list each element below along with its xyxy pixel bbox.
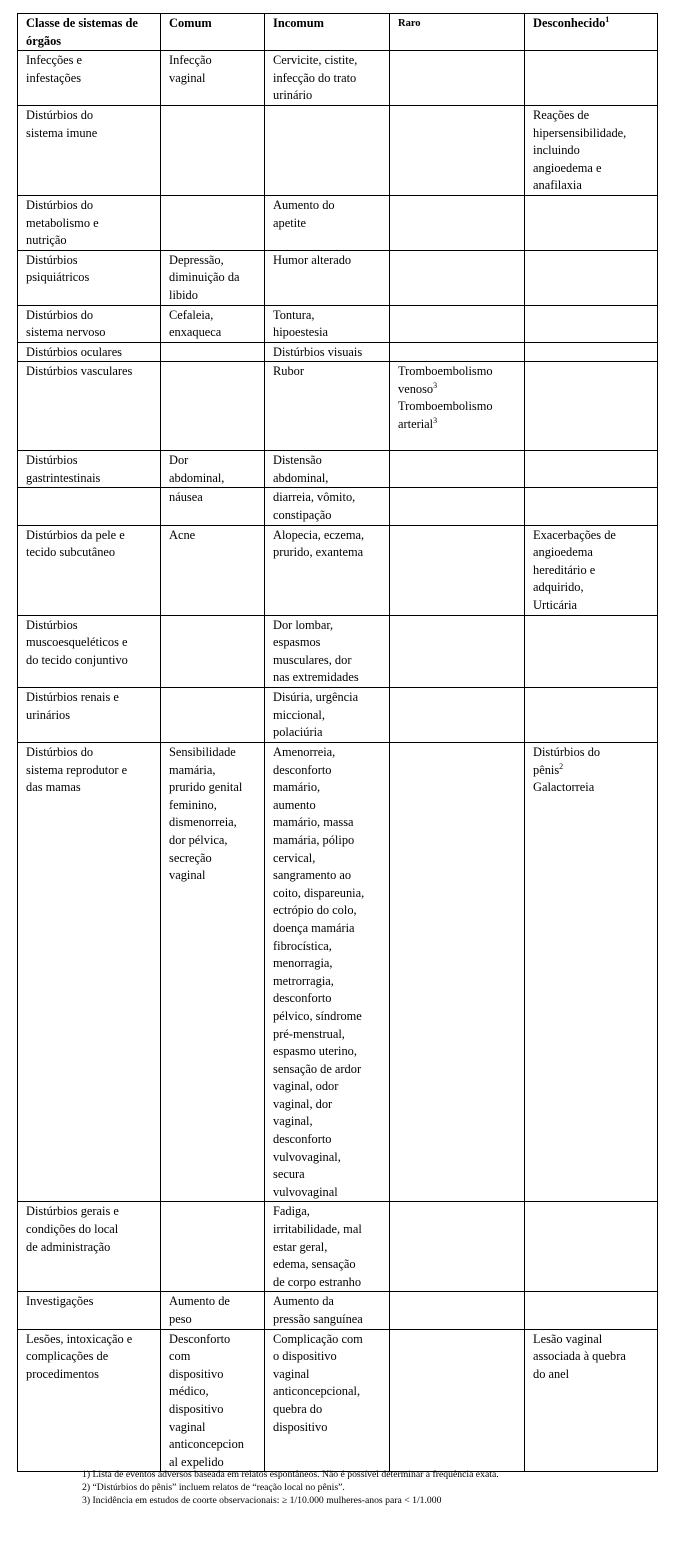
unknown-cell: [525, 1202, 658, 1292]
rare-cell: [390, 451, 525, 488]
organ-class-cell: Distúrbios da pele e tecido subcutâneo: [18, 525, 161, 615]
organ-class-cell: Distúrbios oculares: [18, 342, 161, 362]
unknown-cell: Reações de hipersensibilidade, incluindo angioedema e anafilaxia: [525, 105, 658, 195]
organ-class-cell: Distúrbios gerais e condições do local de administração: [18, 1202, 161, 1292]
header-unknown: Desconhecido$^1$: [525, 14, 658, 51]
uncommon-cell: Aumento da pressão sanguínea: [265, 1292, 390, 1329]
uncommon-cell: diarreia, vômito, constipação: [265, 488, 390, 525]
common-cell: Desconforto com dispositivo médico, dispositivo vaginal anticoncepcion al expelido: [161, 1329, 265, 1472]
unknown-galactorrhea: Galactorreia: [533, 780, 595, 795]
table-row: [18, 342, 658, 362]
rare-venous-te: Tromboembolismo venoso: [398, 364, 493, 396]
table-row: [18, 1329, 658, 1472]
table-row: [18, 362, 658, 451]
table-row: [18, 615, 658, 687]
rare-cell: [390, 1292, 525, 1329]
rare-cell: [390, 1329, 525, 1472]
uncommon-cell: Disúria, urgência miccional, polaciúria: [265, 688, 390, 743]
organ-class-cell: Distúrbios vasculares: [18, 362, 161, 451]
rare-cell: [390, 195, 525, 250]
organ-class-cell: Distúrbios do sistema nervoso: [18, 305, 161, 342]
table-row: [18, 525, 658, 615]
uncommon-cell: Dor lombar, espasmos musculares, dor nas extremidades: [265, 615, 390, 687]
rare-cell: [390, 743, 525, 1202]
common-cell: [161, 195, 265, 250]
organ-class-cell: Infecções e infestações: [18, 51, 161, 106]
organ-class-cell: Distúrbios muscoesqueléticos e do tecido conjuntivo: [18, 615, 161, 687]
table-row: [18, 51, 658, 106]
common-cell: [161, 105, 265, 195]
unknown-cell: [525, 342, 658, 362]
table-row: [18, 195, 658, 250]
uncommon-cell: Complicação com o dispositivo vaginal anticoncepcional, quebra do dispositivo: [265, 1329, 390, 1472]
rare-cell: [390, 525, 525, 615]
organ-class-cell: Distúrbios psiquiátricos: [18, 250, 161, 305]
organ-class-cell: Lesões, intoxicação e complicações de procedimentos: [18, 1329, 161, 1472]
footnote-1: 1) Lista de eventos adversos baseada em relatos espontâneos. Não é possível determinar a frequência exata.: [82, 1469, 499, 1480]
common-cell: [161, 362, 265, 451]
uncommon-cell: [265, 105, 390, 195]
common-cell: Sensibilidade mamária, prurido genital feminino, dismenorreia, dor pélvica, secreção vaginal: [161, 743, 265, 1202]
common-cell: [161, 688, 265, 743]
rare-arterial-te: Tromboembolismo arterial: [398, 399, 493, 432]
rare-cell: [390, 342, 525, 362]
header-organ-class: Classe de sistemas de órgãos: [18, 14, 161, 51]
rare-cell: [390, 488, 525, 525]
uncommon-cell: Cervicite, cistite, infecção do trato urinário: [265, 51, 390, 106]
unknown-cell: [525, 1292, 658, 1329]
rare-cell: [390, 615, 525, 687]
rare-cell: [390, 1202, 525, 1292]
organ-class-cell: Investigações: [18, 1292, 161, 1329]
unknown-cell: [525, 250, 658, 305]
table-header-row: [18, 14, 658, 51]
uncommon-cell: Amenorreia, desconforto mamário, aumento mamário, massa mamária, pólipo cervical, sangramento ao coito, dispareunia, ectrópio do colo, doença mamária fibrocística, menorragia, metrorragia, desconforto pélvico, síndrome pré-menstrual, espasmo uterino, sensação de ardor vaginal, odor vaginal, dor vaginal, desconforto vulvovaginal, secura vulvovaginal: [265, 743, 390, 1202]
unknown-cell: Lesão vaginal associada à quebra do anel: [525, 1329, 658, 1472]
table-row: [18, 250, 658, 305]
uncommon-cell: Tontura, hipoestesia: [265, 305, 390, 342]
common-cell: [161, 342, 265, 362]
header-uncommon: Incomum: [265, 14, 390, 51]
footnote-3: 3) Incidência em estudos de coorte observacionais: ≥ 1/10.000 mulheres-anos para < 1/1.000: [82, 1495, 442, 1507]
uncommon-cell: Distúrbios visuais: [265, 342, 390, 362]
rare-cell: [390, 51, 525, 106]
common-cell: náusea: [161, 488, 265, 525]
table-row: [18, 1292, 658, 1329]
common-cell: Aumento de peso: [161, 1292, 265, 1329]
table-row: [18, 688, 658, 743]
table-row: [18, 451, 658, 488]
unknown-cell: [525, 451, 658, 488]
table-row: [18, 305, 658, 342]
uncommon-cell: Alopecia, eczema, prurido, exantema: [265, 525, 390, 615]
common-cell: Dor abdominal,: [161, 451, 265, 488]
common-cell: Depressão, diminuição da libido: [161, 250, 265, 305]
header-common: Comum: [161, 14, 265, 51]
uncommon-cell: Humor alterado: [265, 250, 390, 305]
organ-class-cell: Distúrbios do sistema reprodutor e das mamas: [18, 743, 161, 1202]
uncommon-cell: Fadiga, irritabilidade, mal estar geral, edema, sensação de corpo estranho: [265, 1202, 390, 1292]
common-cell: [161, 1202, 265, 1292]
rare-cell: Tromboembolismo venoso$^3$ Tromboembolismo arterial$^3$: [390, 362, 525, 451]
unknown-cell: [525, 615, 658, 687]
organ-class-cell: [18, 488, 161, 525]
unknown-cell: [525, 362, 658, 451]
organ-class-cell: Distúrbios renais e urinários: [18, 688, 161, 743]
unknown-cell: [525, 195, 658, 250]
unknown-cell: [525, 488, 658, 525]
unknown-cell: [525, 305, 658, 342]
adverse-events-table: [17, 13, 658, 1472]
header-rare: Raro: [390, 14, 525, 51]
organ-class-cell: Distúrbios do metabolismo e nutrição: [18, 195, 161, 250]
unknown-cell: [525, 51, 658, 106]
uncommon-cell: Aumento do apetite: [265, 195, 390, 250]
table-row: [18, 105, 658, 195]
common-cell: [161, 615, 265, 687]
rare-cell: [390, 250, 525, 305]
common-cell: Infecção vaginal: [161, 51, 265, 106]
organ-class-cell: Distúrbios gastrintestinais: [18, 451, 161, 488]
common-cell: Acne: [161, 525, 265, 615]
unknown-cell: [525, 688, 658, 743]
rare-cell: [390, 688, 525, 743]
uncommon-cell: Distensão abdominal,: [265, 451, 390, 488]
unknown-penis-disorders: Distúrbios do pênis: [533, 745, 601, 777]
footnotes: [82, 1468, 532, 1508]
table-row: [18, 743, 658, 1202]
uncommon-cell: Rubor: [265, 362, 390, 451]
table-row: [18, 1202, 658, 1292]
organ-class-cell: Distúrbios do sistema imune: [18, 105, 161, 195]
common-cell: Cefaleia, enxaqueca: [161, 305, 265, 342]
table-row: [18, 488, 658, 525]
unknown-cell: Exacerbações de angioedema hereditário e adquirido, Urticária: [525, 525, 658, 615]
unknown-cell: Distúrbios do pênis$^2$ Galactorreia: [525, 743, 658, 1202]
footnote-2: 2) “Distúrbios do pênis” incluem relatos de “reação local no pênis”.: [82, 1482, 345, 1494]
rare-cell: [390, 105, 525, 195]
rare-cell: [390, 305, 525, 342]
